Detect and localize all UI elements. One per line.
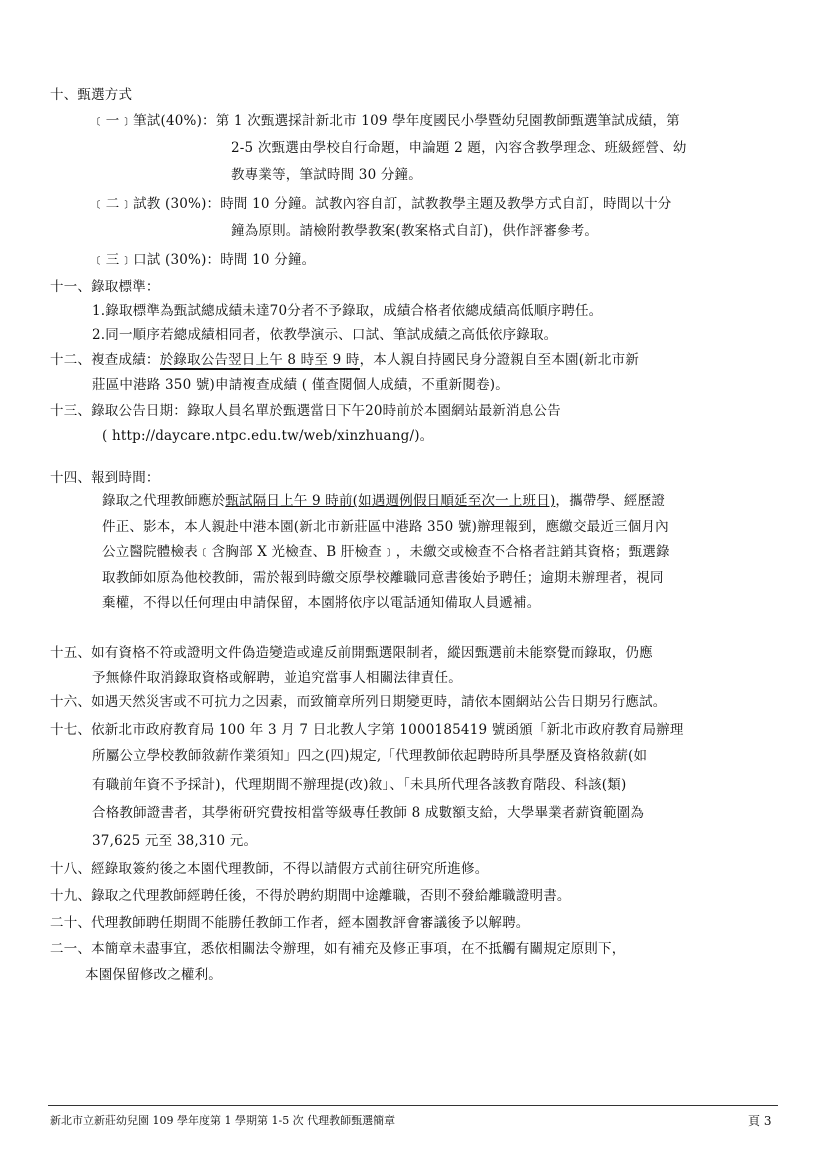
- footer-page-number: 頁 3: [748, 1114, 772, 1128]
- section-15-line-1: 十五、如有資格不符或證明文件偽造變造或違反前開甄選限制者，縱因甄選前未能察覺而錄取，仍應: [50, 645, 653, 661]
- section-12-prefix: 十二、複查成績：: [50, 352, 160, 368]
- section-21-line-1: 二一、本簡章未盡事宜，悉依相關法令辦理，如有補充及修正事項，在不抵觸有關規定原則下，: [50, 941, 626, 957]
- section-11-point-1: 1.錄取標準為甄試總成績未達70分者不予錄取，成績合格者依總成績高低順序聘任。: [92, 303, 603, 319]
- section-12-line-1: [50, 351, 639, 369]
- section-11-heading: 十一、錄取標準：: [50, 279, 160, 295]
- section-13-line-1: 十三、錄取公告日期：錄取人員名單於甄選當日下午20時前於本園網站最新消息公告: [50, 403, 561, 419]
- section-12-rest: ，本人親自持國民身分證親自至本園(新北市新: [359, 352, 640, 368]
- section-14-heading: 十四、報到時間：: [50, 470, 160, 486]
- section-10-item-2-line-2: 鐘為原則。請檢附教學教案(教案格式自訂)，供作評審參考。: [231, 223, 599, 239]
- section-10-item-3-line-1: ﹝三﹞口試 (30%)：時間 10 分鐘。: [92, 252, 316, 268]
- section-14-line-1-start: 錄取之代理教師應於: [102, 493, 226, 509]
- section-13-url-line: ( http://daycare.ntpc.edu.tw/web/xinzhuang/)。: [102, 428, 434, 444]
- section-14-line-3: 公立醫院體檢表﹝含胸部 X 光檢查、B 肝檢查﹞，未繳交或檢查不合格者註銷其資格；甄選錄: [102, 544, 670, 560]
- section-14-line-2: 件正、影本，本人親赴中港本園(新北市新莊區中港路 350 號)辦理報到，應繳交最近三個月內: [102, 519, 669, 535]
- section-17-line-1: 十七、依新北市政府教育局 100 年 3 月 7 日北教人字第 1000185419 號函頒「新北市政府教育局辦理: [50, 722, 684, 738]
- section-14-line-1: [102, 492, 665, 510]
- section-17-line-4: 合格教師證書者，其學術研究費按相當等級專任教師 8 成數額支給，大學畢業者薪資範圍為: [92, 805, 645, 821]
- footer-divider: [48, 1105, 778, 1106]
- section-17-line-2: 所屬公立學校教師敘薪作業須知」四之(四)規定,「代理教師依起聘時所具學歷及資格敘薪(如: [92, 748, 648, 764]
- section-16-line-1: 十六、如遇天然災害或不可抗力之因素，而致簡章所列日期變更時，請依本園網站公告日期另行應試。: [50, 694, 667, 710]
- section-17-line-3: 有職前年資不予採計)，代理期間不辦理提(改)敘」、「未具所代理各該教育階段、科該(類): [92, 777, 627, 793]
- section-19-line-1: 十九、錄取之代理教師經聘任後，不得於聘約期間中途離職，否則不發給離職證明書。: [50, 888, 571, 904]
- section-10-item-1-line-3: 教專業等，筆試時間 30 分鐘。: [231, 167, 422, 183]
- section-21-line-2: 本園保留修改之權利。: [85, 967, 222, 983]
- section-10-item-1-line-1: ﹝一﹞筆試(40%)：第 1 次甄選採計新北市 109 學年度國民小學暨幼兒園教師甄選筆試成績，第: [92, 113, 680, 129]
- section-12-line-2: 莊區中港路 350 號)申請複查成績 ( 僅查閱個人成績，不重新閱卷)。: [92, 377, 509, 393]
- section-20-line-1: 二十、代理教師聘任期間不能勝任教師工作者，經本園教評會審議後予以解聘。: [50, 915, 530, 931]
- section-15-line-2: 予無條件取消錄取資格或解聘，並追究當事人相關法律責任。: [92, 670, 462, 686]
- section-10-heading: 十、甄選方式: [50, 87, 133, 103]
- section-10-item-2-line-1: ﹝二﹞試教 (30%)：時間 10 分鐘。試教內容自訂，試教教學主題及教學方式自訂，時間以十分: [92, 196, 672, 212]
- section-12-underlined-time: 於錄取公告翌日上午 8 時至 9 時: [159, 352, 360, 368]
- section-14-line-1-end: ，攜帶學、經歷證: [555, 493, 666, 509]
- section-17-line-5: 37,625 元至 38,310 元。: [92, 833, 258, 849]
- section-14-underlined-deadline: 甄試隔日上午 9 時前(如遇週例假日順延至次一上班日): [225, 493, 556, 509]
- footer-title: 新北市立新莊幼兒園 109 學年度第 1 學期第 1-5 次 代理教師甄選簡章: [50, 1114, 396, 1127]
- section-14-line-4: 取教師如原為他校教師，需於報到時繳交原學校離職同意書後始予聘任；逾期未辦理者，視同: [102, 570, 664, 586]
- section-14-line-5: 棄權，不得以任何理由申請保留，本園將依序以電話通知備取人員遞補。: [102, 595, 541, 611]
- section-11-point-2: 2.同一順序若總成績相同者，依教學演示、口試、筆試成績之高低依序錄取。: [92, 327, 558, 343]
- section-18-line-1: 十八、經錄取簽約後之本園代理教師，不得以請假方式前往研究所進修。: [50, 861, 489, 877]
- section-10-item-1-line-2: 2-5 次甄選由學校自行命題，申論題 2 題，內容含教學理念、班級經營、幼: [231, 140, 687, 156]
